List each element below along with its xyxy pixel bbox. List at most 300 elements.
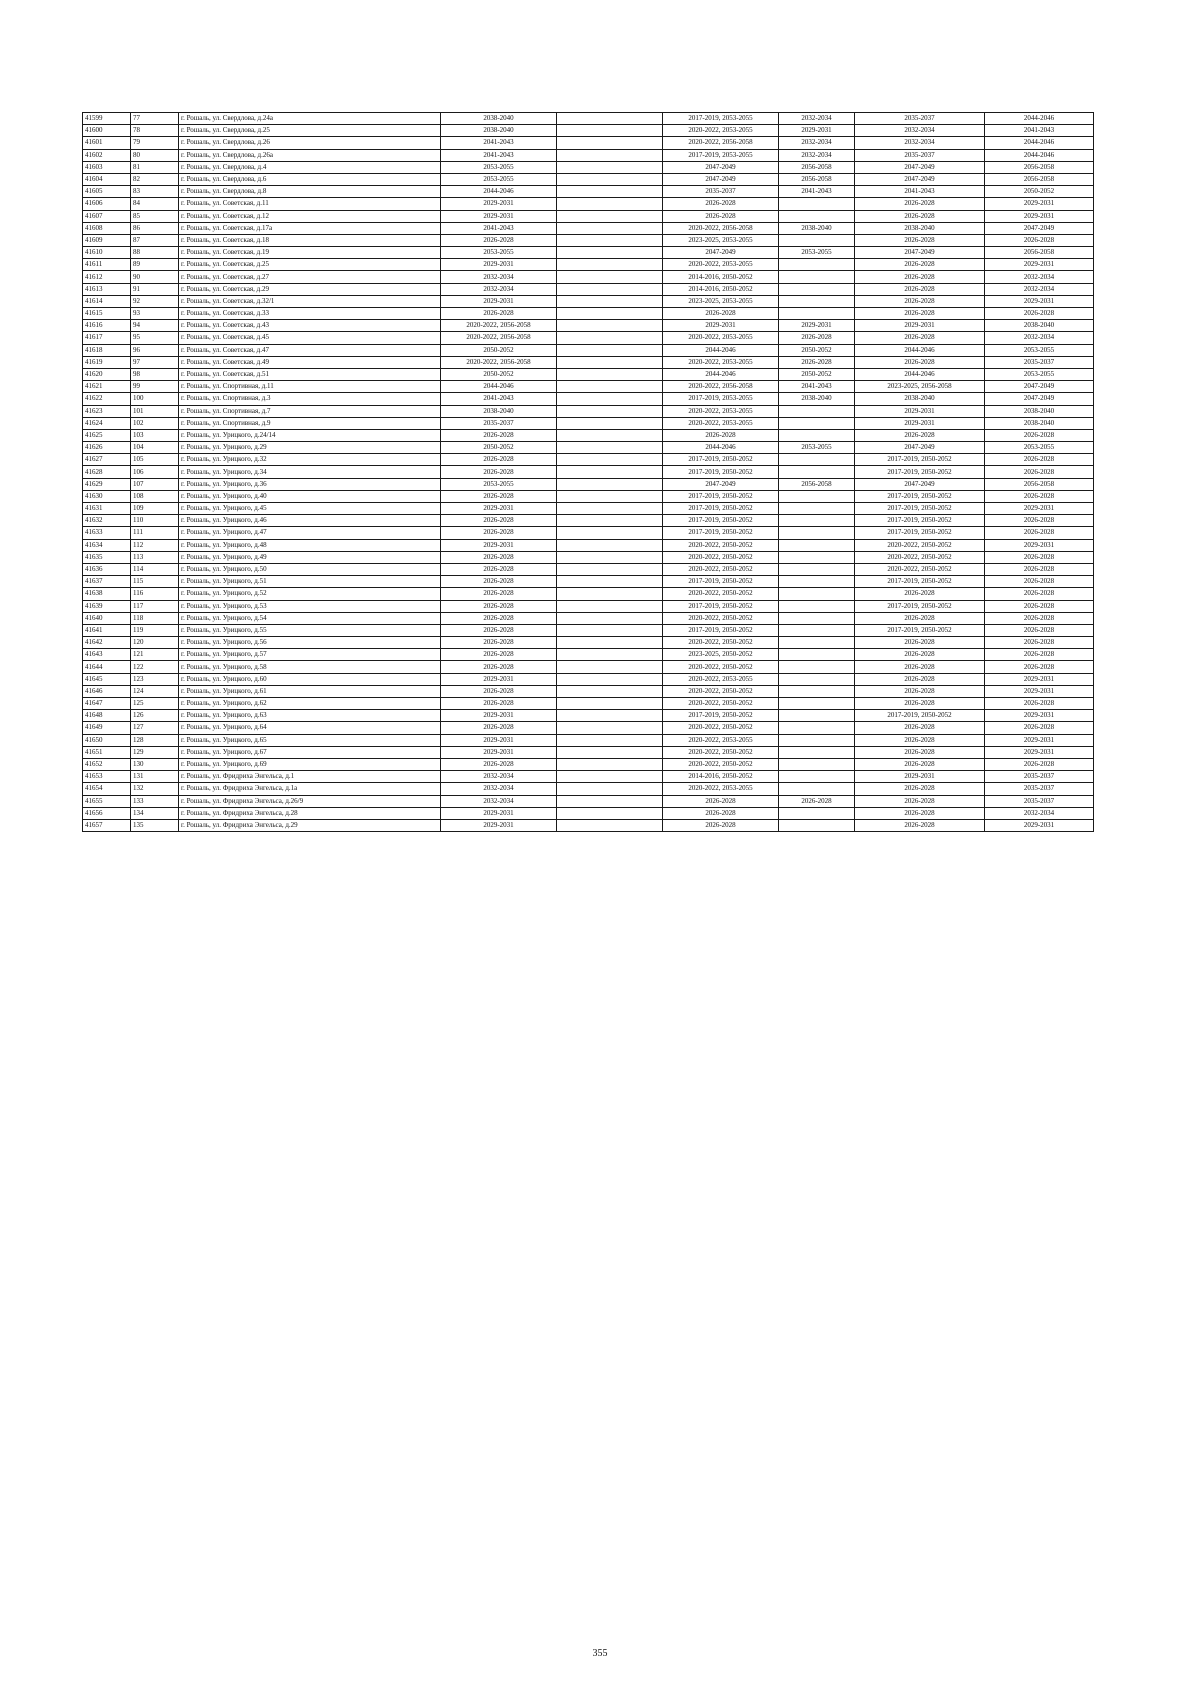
year-col-6: 2053-2055 bbox=[985, 368, 1094, 380]
year-col-4 bbox=[779, 576, 855, 588]
record-number: 92 bbox=[131, 295, 179, 307]
year-col-1: 2026-2028 bbox=[441, 624, 557, 636]
record-id: 41607 bbox=[83, 210, 131, 222]
address: г. Рошаль, ул. Советская, д.47 bbox=[179, 344, 441, 356]
year-col-5: 2026-2028 bbox=[855, 283, 985, 295]
year-col-3: 2020-2022, 2053-2055 bbox=[663, 673, 779, 685]
year-col-4 bbox=[779, 417, 855, 429]
year-col-6: 2026-2028 bbox=[985, 624, 1094, 636]
address: г. Рошаль, ул. Урицкого, д.62 bbox=[179, 698, 441, 710]
year-col-3: 2020-2022, 2050-2052 bbox=[663, 685, 779, 697]
year-col-1: 2041-2043 bbox=[441, 393, 557, 405]
record-id: 41629 bbox=[83, 478, 131, 490]
year-col-2 bbox=[557, 515, 663, 527]
year-col-5: 2017-2019, 2050-2052 bbox=[855, 576, 985, 588]
year-col-4 bbox=[779, 454, 855, 466]
table-row bbox=[83, 405, 1094, 417]
year-col-4 bbox=[779, 588, 855, 600]
table-row bbox=[83, 637, 1094, 649]
year-col-2 bbox=[557, 466, 663, 478]
record-id: 41646 bbox=[83, 685, 131, 697]
year-col-5: 2032-2034 bbox=[855, 137, 985, 149]
record-number: 127 bbox=[131, 722, 179, 734]
year-col-2 bbox=[557, 673, 663, 685]
year-col-4: 2032-2034 bbox=[779, 137, 855, 149]
year-col-1: 2029-2031 bbox=[441, 673, 557, 685]
record-id: 41606 bbox=[83, 198, 131, 210]
year-col-5: 2026-2028 bbox=[855, 722, 985, 734]
year-col-4: 2056-2058 bbox=[779, 161, 855, 173]
year-col-6: 2029-2031 bbox=[985, 259, 1094, 271]
address: г. Рошаль, ул. Свердлова, д.25 bbox=[179, 125, 441, 137]
record-id: 41656 bbox=[83, 807, 131, 819]
table-row bbox=[83, 356, 1094, 368]
year-col-1: 2026-2028 bbox=[441, 612, 557, 624]
year-col-1: 2026-2028 bbox=[441, 234, 557, 246]
year-col-2 bbox=[557, 783, 663, 795]
record-number: 107 bbox=[131, 478, 179, 490]
year-col-4 bbox=[779, 819, 855, 831]
year-col-6: 2032-2034 bbox=[985, 271, 1094, 283]
year-col-1: 2029-2031 bbox=[441, 503, 557, 515]
year-col-3: 2020-2022, 2056-2058 bbox=[663, 381, 779, 393]
year-col-3: 2017-2019, 2050-2052 bbox=[663, 624, 779, 636]
table-row bbox=[83, 503, 1094, 515]
address: г. Рошаль, ул. Советская, д.18 bbox=[179, 234, 441, 246]
year-col-3: 2020-2022, 2056-2058 bbox=[663, 222, 779, 234]
record-id: 41634 bbox=[83, 539, 131, 551]
year-col-4 bbox=[779, 612, 855, 624]
year-col-3: 2026-2028 bbox=[663, 819, 779, 831]
year-col-5: 2026-2028 bbox=[855, 271, 985, 283]
record-number: 86 bbox=[131, 222, 179, 234]
year-col-2 bbox=[557, 356, 663, 368]
record-number: 112 bbox=[131, 539, 179, 551]
table-row bbox=[83, 271, 1094, 283]
table-row bbox=[83, 722, 1094, 734]
year-col-6: 2026-2028 bbox=[985, 722, 1094, 734]
year-col-2 bbox=[557, 637, 663, 649]
record-id: 41643 bbox=[83, 649, 131, 661]
year-col-6: 2026-2028 bbox=[985, 234, 1094, 246]
year-col-5: 2026-2028 bbox=[855, 783, 985, 795]
year-col-2 bbox=[557, 746, 663, 758]
year-col-2 bbox=[557, 429, 663, 441]
year-col-6: 2029-2031 bbox=[985, 295, 1094, 307]
year-col-4: 2041-2043 bbox=[779, 381, 855, 393]
year-col-3: 2017-2019, 2053-2055 bbox=[663, 113, 779, 125]
record-number: 84 bbox=[131, 198, 179, 210]
year-col-6: 2047-2049 bbox=[985, 222, 1094, 234]
year-col-3: 2023-2025, 2053-2055 bbox=[663, 234, 779, 246]
year-col-3: 2017-2019, 2050-2052 bbox=[663, 600, 779, 612]
year-col-3: 2014-2016, 2050-2052 bbox=[663, 771, 779, 783]
year-col-6: 2056-2058 bbox=[985, 478, 1094, 490]
record-id: 41645 bbox=[83, 673, 131, 685]
record-id: 41601 bbox=[83, 137, 131, 149]
year-col-6: 2026-2028 bbox=[985, 429, 1094, 441]
year-col-3: 2017-2019, 2050-2052 bbox=[663, 490, 779, 502]
address: г. Рошаль, ул. Урицкого, д.24/14 bbox=[179, 429, 441, 441]
record-id: 41623 bbox=[83, 405, 131, 417]
year-col-5: 2026-2028 bbox=[855, 698, 985, 710]
year-col-6: 2026-2028 bbox=[985, 698, 1094, 710]
address: г. Рошаль, ул. Урицкого, д.65 bbox=[179, 734, 441, 746]
record-number: 131 bbox=[131, 771, 179, 783]
year-col-6: 2026-2028 bbox=[985, 308, 1094, 320]
year-col-2 bbox=[557, 393, 663, 405]
year-col-4 bbox=[779, 283, 855, 295]
year-col-1: 2026-2028 bbox=[441, 551, 557, 563]
year-col-6: 2056-2058 bbox=[985, 161, 1094, 173]
table-row bbox=[83, 576, 1094, 588]
address: г. Рошаль, ул. Урицкого, д.40 bbox=[179, 490, 441, 502]
record-number: 118 bbox=[131, 612, 179, 624]
table-row bbox=[83, 734, 1094, 746]
year-col-6: 2029-2031 bbox=[985, 198, 1094, 210]
record-number: 101 bbox=[131, 405, 179, 417]
year-col-2 bbox=[557, 149, 663, 161]
year-col-1: 2038-2040 bbox=[441, 405, 557, 417]
year-col-4: 2032-2034 bbox=[779, 113, 855, 125]
record-id: 41600 bbox=[83, 125, 131, 137]
year-col-2 bbox=[557, 210, 663, 222]
year-col-6: 2026-2028 bbox=[985, 466, 1094, 478]
year-col-5: 2026-2028 bbox=[855, 807, 985, 819]
address: г. Рошаль, ул. Свердлова, д.24а bbox=[179, 113, 441, 125]
year-col-1: 2035-2037 bbox=[441, 417, 557, 429]
year-col-1: 2026-2028 bbox=[441, 588, 557, 600]
year-col-2 bbox=[557, 113, 663, 125]
table-row bbox=[83, 551, 1094, 563]
address: г. Рошаль, ул. Советская, д.32/1 bbox=[179, 295, 441, 307]
year-col-2 bbox=[557, 710, 663, 722]
record-number: 90 bbox=[131, 271, 179, 283]
record-number: 133 bbox=[131, 795, 179, 807]
year-col-5: 2017-2019, 2050-2052 bbox=[855, 503, 985, 515]
year-col-5: 2026-2028 bbox=[855, 734, 985, 746]
record-number: 110 bbox=[131, 515, 179, 527]
year-col-1: 2050-2052 bbox=[441, 442, 557, 454]
year-col-3: 2047-2049 bbox=[663, 161, 779, 173]
record-number: 89 bbox=[131, 259, 179, 271]
year-col-1: 2032-2034 bbox=[441, 283, 557, 295]
year-col-3: 2017-2019, 2053-2055 bbox=[663, 149, 779, 161]
year-col-1: 2026-2028 bbox=[441, 637, 557, 649]
year-col-4 bbox=[779, 198, 855, 210]
table-row bbox=[83, 685, 1094, 697]
record-id: 41639 bbox=[83, 600, 131, 612]
year-col-3: 2014-2016, 2050-2052 bbox=[663, 283, 779, 295]
record-id: 41619 bbox=[83, 356, 131, 368]
year-col-1: 2032-2034 bbox=[441, 795, 557, 807]
year-col-2 bbox=[557, 722, 663, 734]
year-col-4: 2038-2040 bbox=[779, 393, 855, 405]
record-number: 95 bbox=[131, 332, 179, 344]
year-col-5: 2017-2019, 2050-2052 bbox=[855, 454, 985, 466]
year-col-3: 2020-2022, 2050-2052 bbox=[663, 563, 779, 575]
record-number: 123 bbox=[131, 673, 179, 685]
address: г. Рошаль, ул. Урицкого, д.54 bbox=[179, 612, 441, 624]
year-col-1: 2026-2028 bbox=[441, 685, 557, 697]
year-col-5: 2026-2028 bbox=[855, 795, 985, 807]
record-id: 41633 bbox=[83, 527, 131, 539]
year-col-1: 2041-2043 bbox=[441, 137, 557, 149]
year-col-3: 2017-2019, 2050-2052 bbox=[663, 710, 779, 722]
record-id: 41632 bbox=[83, 515, 131, 527]
year-col-2 bbox=[557, 807, 663, 819]
address: г. Рошаль, ул. Урицкого, д.55 bbox=[179, 624, 441, 636]
year-col-3: 2020-2022, 2053-2055 bbox=[663, 356, 779, 368]
table-row bbox=[83, 673, 1094, 685]
table-row bbox=[83, 454, 1094, 466]
address: г. Рошаль, ул. Урицкого, д.56 bbox=[179, 637, 441, 649]
year-col-4 bbox=[779, 673, 855, 685]
record-id: 41618 bbox=[83, 344, 131, 356]
year-col-3: 2047-2049 bbox=[663, 247, 779, 259]
year-col-3: 2020-2022, 2053-2055 bbox=[663, 125, 779, 137]
record-id: 41651 bbox=[83, 746, 131, 758]
year-col-4: 2026-2028 bbox=[779, 795, 855, 807]
year-col-1: 2041-2043 bbox=[441, 149, 557, 161]
record-number: 129 bbox=[131, 746, 179, 758]
record-number: 130 bbox=[131, 758, 179, 770]
record-number: 93 bbox=[131, 308, 179, 320]
address: г. Рошаль, ул. Свердлова, д.4 bbox=[179, 161, 441, 173]
year-col-6: 2035-2037 bbox=[985, 771, 1094, 783]
year-col-4 bbox=[779, 515, 855, 527]
record-id: 41637 bbox=[83, 576, 131, 588]
year-col-5: 2026-2028 bbox=[855, 295, 985, 307]
year-col-4: 2050-2052 bbox=[779, 344, 855, 356]
year-col-6: 2026-2028 bbox=[985, 612, 1094, 624]
record-number: 99 bbox=[131, 381, 179, 393]
record-id: 41638 bbox=[83, 588, 131, 600]
record-id: 41612 bbox=[83, 271, 131, 283]
year-col-1: 2020-2022, 2056-2058 bbox=[441, 320, 557, 332]
table-row bbox=[83, 198, 1094, 210]
record-number: 132 bbox=[131, 783, 179, 795]
year-col-6: 2050-2052 bbox=[985, 186, 1094, 198]
year-col-6: 2053-2055 bbox=[985, 442, 1094, 454]
year-col-6: 2026-2028 bbox=[985, 758, 1094, 770]
year-col-2 bbox=[557, 563, 663, 575]
record-id: 41615 bbox=[83, 308, 131, 320]
table-row bbox=[83, 588, 1094, 600]
table-row bbox=[83, 795, 1094, 807]
table-row bbox=[83, 429, 1094, 441]
year-col-6: 2029-2031 bbox=[985, 210, 1094, 222]
year-col-5: 2026-2028 bbox=[855, 758, 985, 770]
year-col-6: 2026-2028 bbox=[985, 588, 1094, 600]
year-col-3: 2026-2028 bbox=[663, 807, 779, 819]
year-col-4 bbox=[779, 698, 855, 710]
year-col-5: 2017-2019, 2050-2052 bbox=[855, 600, 985, 612]
year-col-4 bbox=[779, 527, 855, 539]
record-id: 41613 bbox=[83, 283, 131, 295]
record-number: 119 bbox=[131, 624, 179, 636]
year-col-2 bbox=[557, 442, 663, 454]
record-id: 41655 bbox=[83, 795, 131, 807]
table-row bbox=[83, 113, 1094, 125]
year-col-2 bbox=[557, 795, 663, 807]
year-col-1: 2029-2031 bbox=[441, 259, 557, 271]
year-col-3: 2017-2019, 2050-2052 bbox=[663, 454, 779, 466]
year-col-5: 2026-2028 bbox=[855, 612, 985, 624]
record-id: 41614 bbox=[83, 295, 131, 307]
year-col-1: 2020-2022, 2056-2058 bbox=[441, 332, 557, 344]
year-col-2 bbox=[557, 186, 663, 198]
year-col-5: 2026-2028 bbox=[855, 649, 985, 661]
address: г. Рошаль, ул. Советская, д.33 bbox=[179, 308, 441, 320]
year-col-5: 2035-2037 bbox=[855, 113, 985, 125]
year-col-1: 2050-2052 bbox=[441, 368, 557, 380]
table-row bbox=[83, 698, 1094, 710]
address: г. Рошаль, ул. Урицкого, д.34 bbox=[179, 466, 441, 478]
year-col-5: 2026-2028 bbox=[855, 234, 985, 246]
year-col-3: 2017-2019, 2050-2052 bbox=[663, 466, 779, 478]
year-col-3: 2020-2022, 2050-2052 bbox=[663, 661, 779, 673]
year-col-4: 2056-2058 bbox=[779, 173, 855, 185]
year-col-2 bbox=[557, 161, 663, 173]
year-col-6: 2035-2037 bbox=[985, 783, 1094, 795]
year-col-1: 2044-2046 bbox=[441, 381, 557, 393]
year-col-2 bbox=[557, 819, 663, 831]
table-row bbox=[83, 283, 1094, 295]
address: г. Рошаль, ул. Свердлова, д.8 bbox=[179, 186, 441, 198]
year-col-1: 2026-2028 bbox=[441, 490, 557, 502]
address: г. Рошаль, ул. Урицкого, д.61 bbox=[179, 685, 441, 697]
year-col-1: 2026-2028 bbox=[441, 563, 557, 575]
record-number: 96 bbox=[131, 344, 179, 356]
record-number: 104 bbox=[131, 442, 179, 454]
address: г. Рошаль, ул. Урицкого, д.57 bbox=[179, 649, 441, 661]
year-col-6: 2026-2028 bbox=[985, 637, 1094, 649]
year-col-4: 2041-2043 bbox=[779, 186, 855, 198]
address: г. Рошаль, ул. Советская, д.19 bbox=[179, 247, 441, 259]
record-number: 91 bbox=[131, 283, 179, 295]
year-col-6: 2038-2040 bbox=[985, 417, 1094, 429]
table-row bbox=[83, 308, 1094, 320]
record-id: 41642 bbox=[83, 637, 131, 649]
record-id: 41609 bbox=[83, 234, 131, 246]
table-row bbox=[83, 381, 1094, 393]
year-col-1: 2029-2031 bbox=[441, 295, 557, 307]
address: г. Рошаль, ул. Советская, д.27 bbox=[179, 271, 441, 283]
year-col-4 bbox=[779, 295, 855, 307]
year-col-5: 2026-2028 bbox=[855, 308, 985, 320]
record-number: 82 bbox=[131, 173, 179, 185]
table-row bbox=[83, 368, 1094, 380]
year-col-2 bbox=[557, 527, 663, 539]
year-col-3: 2029-2031 bbox=[663, 320, 779, 332]
year-col-4 bbox=[779, 710, 855, 722]
record-id: 41605 bbox=[83, 186, 131, 198]
address: г. Рошаль, ул. Урицкого, д.67 bbox=[179, 746, 441, 758]
table-row bbox=[83, 210, 1094, 222]
year-col-1: 2029-2031 bbox=[441, 210, 557, 222]
year-col-5: 2038-2040 bbox=[855, 393, 985, 405]
table-row bbox=[83, 649, 1094, 661]
year-col-3: 2044-2046 bbox=[663, 442, 779, 454]
table-row bbox=[83, 527, 1094, 539]
table-row bbox=[83, 807, 1094, 819]
address: г. Рошаль, ул. Фридриха Энгельса, д.29 bbox=[179, 819, 441, 831]
year-col-6: 2047-2049 bbox=[985, 393, 1094, 405]
table-row bbox=[83, 173, 1094, 185]
record-id: 41635 bbox=[83, 551, 131, 563]
year-col-2 bbox=[557, 685, 663, 697]
address: г. Рошаль, ул. Советская, д.43 bbox=[179, 320, 441, 332]
table-row bbox=[83, 612, 1094, 624]
record-number: 78 bbox=[131, 125, 179, 137]
year-col-1: 2026-2028 bbox=[441, 454, 557, 466]
record-id: 41640 bbox=[83, 612, 131, 624]
table-row bbox=[83, 149, 1094, 161]
year-col-2 bbox=[557, 734, 663, 746]
table-row bbox=[83, 746, 1094, 758]
year-col-2 bbox=[557, 588, 663, 600]
record-number: 106 bbox=[131, 466, 179, 478]
year-col-1: 2038-2040 bbox=[441, 113, 557, 125]
year-col-2 bbox=[557, 539, 663, 551]
record-id: 41649 bbox=[83, 722, 131, 734]
year-col-4 bbox=[779, 405, 855, 417]
year-col-3: 2047-2049 bbox=[663, 173, 779, 185]
year-col-2 bbox=[557, 381, 663, 393]
record-number: 98 bbox=[131, 368, 179, 380]
record-number: 114 bbox=[131, 563, 179, 575]
record-number: 108 bbox=[131, 490, 179, 502]
year-col-4 bbox=[779, 649, 855, 661]
address: г. Рошаль, ул. Урицкого, д.48 bbox=[179, 539, 441, 551]
year-col-3: 2017-2019, 2053-2055 bbox=[663, 393, 779, 405]
year-col-1: 2026-2028 bbox=[441, 576, 557, 588]
address: г. Рошаль, ул. Фридриха Энгельса, д.1 bbox=[179, 771, 441, 783]
year-col-3: 2020-2022, 2050-2052 bbox=[663, 698, 779, 710]
year-col-1: 2026-2028 bbox=[441, 600, 557, 612]
record-id: 41650 bbox=[83, 734, 131, 746]
record-number: 100 bbox=[131, 393, 179, 405]
address: г. Рошаль, ул. Урицкого, д.49 bbox=[179, 551, 441, 563]
record-id: 41652 bbox=[83, 758, 131, 770]
address: г. Рошаль, ул. Свердлова, д.6 bbox=[179, 173, 441, 185]
table-row bbox=[83, 295, 1094, 307]
year-col-4 bbox=[779, 466, 855, 478]
address: г. Рошаль, ул. Урицкого, д.47 bbox=[179, 527, 441, 539]
year-col-4 bbox=[779, 637, 855, 649]
year-col-6: 2026-2028 bbox=[985, 527, 1094, 539]
year-col-4: 2026-2028 bbox=[779, 356, 855, 368]
year-col-1: 2026-2028 bbox=[441, 527, 557, 539]
year-col-4 bbox=[779, 600, 855, 612]
year-col-3: 2023-2025, 2050-2052 bbox=[663, 649, 779, 661]
table-row bbox=[83, 259, 1094, 271]
record-id: 41641 bbox=[83, 624, 131, 636]
year-col-6: 2026-2028 bbox=[985, 551, 1094, 563]
address: г. Рошаль, ул. Урицкого, д.46 bbox=[179, 515, 441, 527]
year-col-5: 2026-2028 bbox=[855, 588, 985, 600]
year-col-3: 2026-2028 bbox=[663, 429, 779, 441]
record-id: 41604 bbox=[83, 173, 131, 185]
year-col-3: 2026-2028 bbox=[663, 198, 779, 210]
records-table bbox=[82, 112, 1094, 832]
year-col-5: 2026-2028 bbox=[855, 429, 985, 441]
address: г. Рошаль, ул. Урицкого, д.51 bbox=[179, 576, 441, 588]
year-col-5: 2026-2028 bbox=[855, 332, 985, 344]
year-col-4 bbox=[779, 624, 855, 636]
year-col-4 bbox=[779, 308, 855, 320]
